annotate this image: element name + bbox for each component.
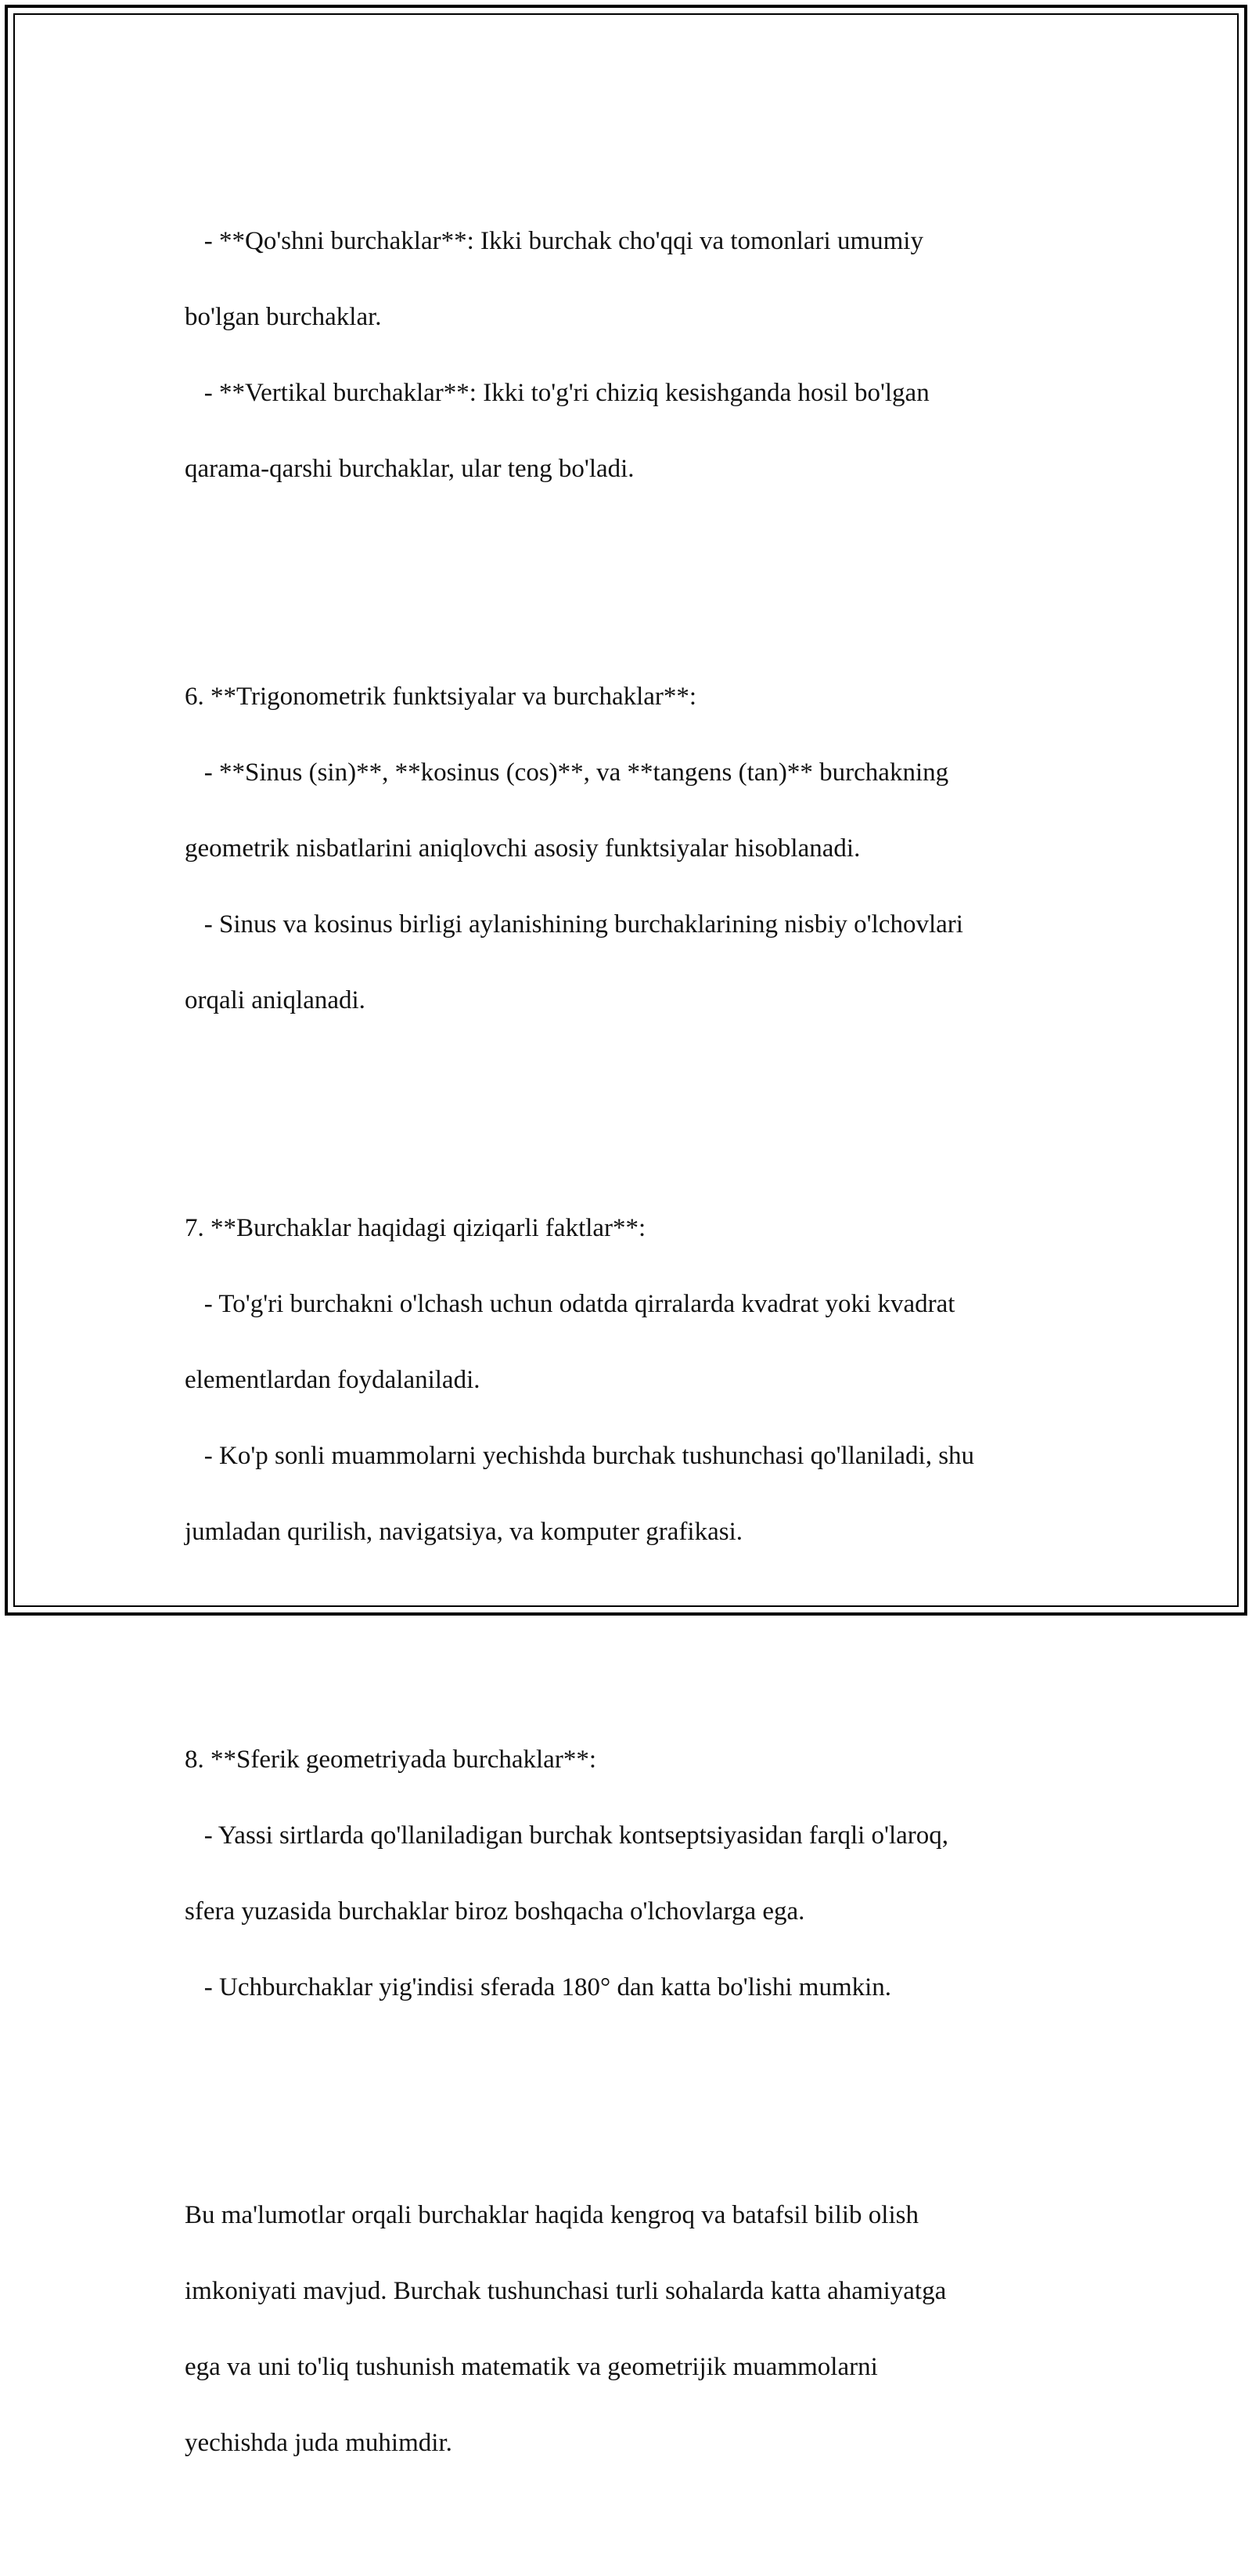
document-body: [185, 146, 1085, 2576]
section-heading: 8. **Sferik geometriyada burchaklar**:: [185, 1746, 596, 1774]
text-line: yechishda juda muhimdir.: [185, 2429, 452, 2457]
text-line: - To'g'ri burchakni o'lchash uchun odatda qirralarda kvadrat yoki kvadrat: [185, 1290, 955, 1318]
text-line: - Ko'p sonli muammolarni yechishda burchak tushunchasi qo'llaniladi, shu: [185, 1442, 975, 1470]
interesting-facts-section: [185, 1172, 1085, 1590]
text-line: - **Qo'shni burchaklar**: Ikki burchak cho'qqi va tomonlari umumiy: [185, 227, 923, 255]
text-line: qarama-qarshi burchaklar, ular teng bo'ladi.: [185, 455, 635, 483]
text-line: - Yassi sirtlarda qo'llaniladigan burchak kontseptsiyasidan farqli o'laroq,: [185, 1821, 949, 1850]
text-line: bo'lgan burchaklar.: [185, 303, 382, 331]
text-line: jumladan qurilish, navigatsiya, va komputer grafikasi.: [185, 1518, 743, 1546]
conclusion-paragraph: [185, 2159, 1085, 2501]
spherical-geometry-section: [185, 1703, 1085, 2045]
text-line: ega va uni to'liq tushunish matematik va geometrijik muammolarni: [185, 2353, 878, 2381]
text-line: orqali aniqlanadi.: [185, 986, 365, 1014]
adjacent-vertical-angles-section: [185, 185, 1085, 527]
text-line: - Sinus va kosinus birligi aylanishining burchaklarining nisbiy o'lchovlari: [185, 910, 963, 939]
text-line: elementlardan foydalaniladi.: [185, 1366, 480, 1394]
text-line: - **Vertikal burchaklar**: Ikki to'g'ri chiziq kesishganda hosil bo'lgan: [185, 379, 930, 407]
section-heading: 6. **Trigonometrik funktsiyalar va burchaklar**:: [185, 683, 697, 711]
text-line: - **Sinus (sin)**, **kosinus (cos)**, va **tangens (tan)** burchakning: [185, 758, 949, 787]
text-line: Bu ma'lumotlar orqali burchaklar haqida kengroq va batafsil bilib olish: [185, 2201, 919, 2229]
text-line: geometrik nisbatlarini aniqlovchi asosiy funktsiyalar hisoblanadi.: [185, 834, 861, 863]
section-heading: 7. **Burchaklar haqidagi qiziqarli faktlar**:: [185, 1214, 646, 1242]
text-line: imkoniyati mavjud. Burchak tushunchasi turli sohalarda katta ahamiyatga: [185, 2277, 947, 2305]
trigonometric-functions-section: [185, 640, 1085, 1058]
text-line: sfera yuzasida burchaklar biroz boshqacha o'lchovlarga ega.: [185, 1897, 805, 1926]
text-line: - Uchburchaklar yig'indisi sferada 180° dan katta bo'lishi mumkin.: [185, 1973, 892, 2001]
